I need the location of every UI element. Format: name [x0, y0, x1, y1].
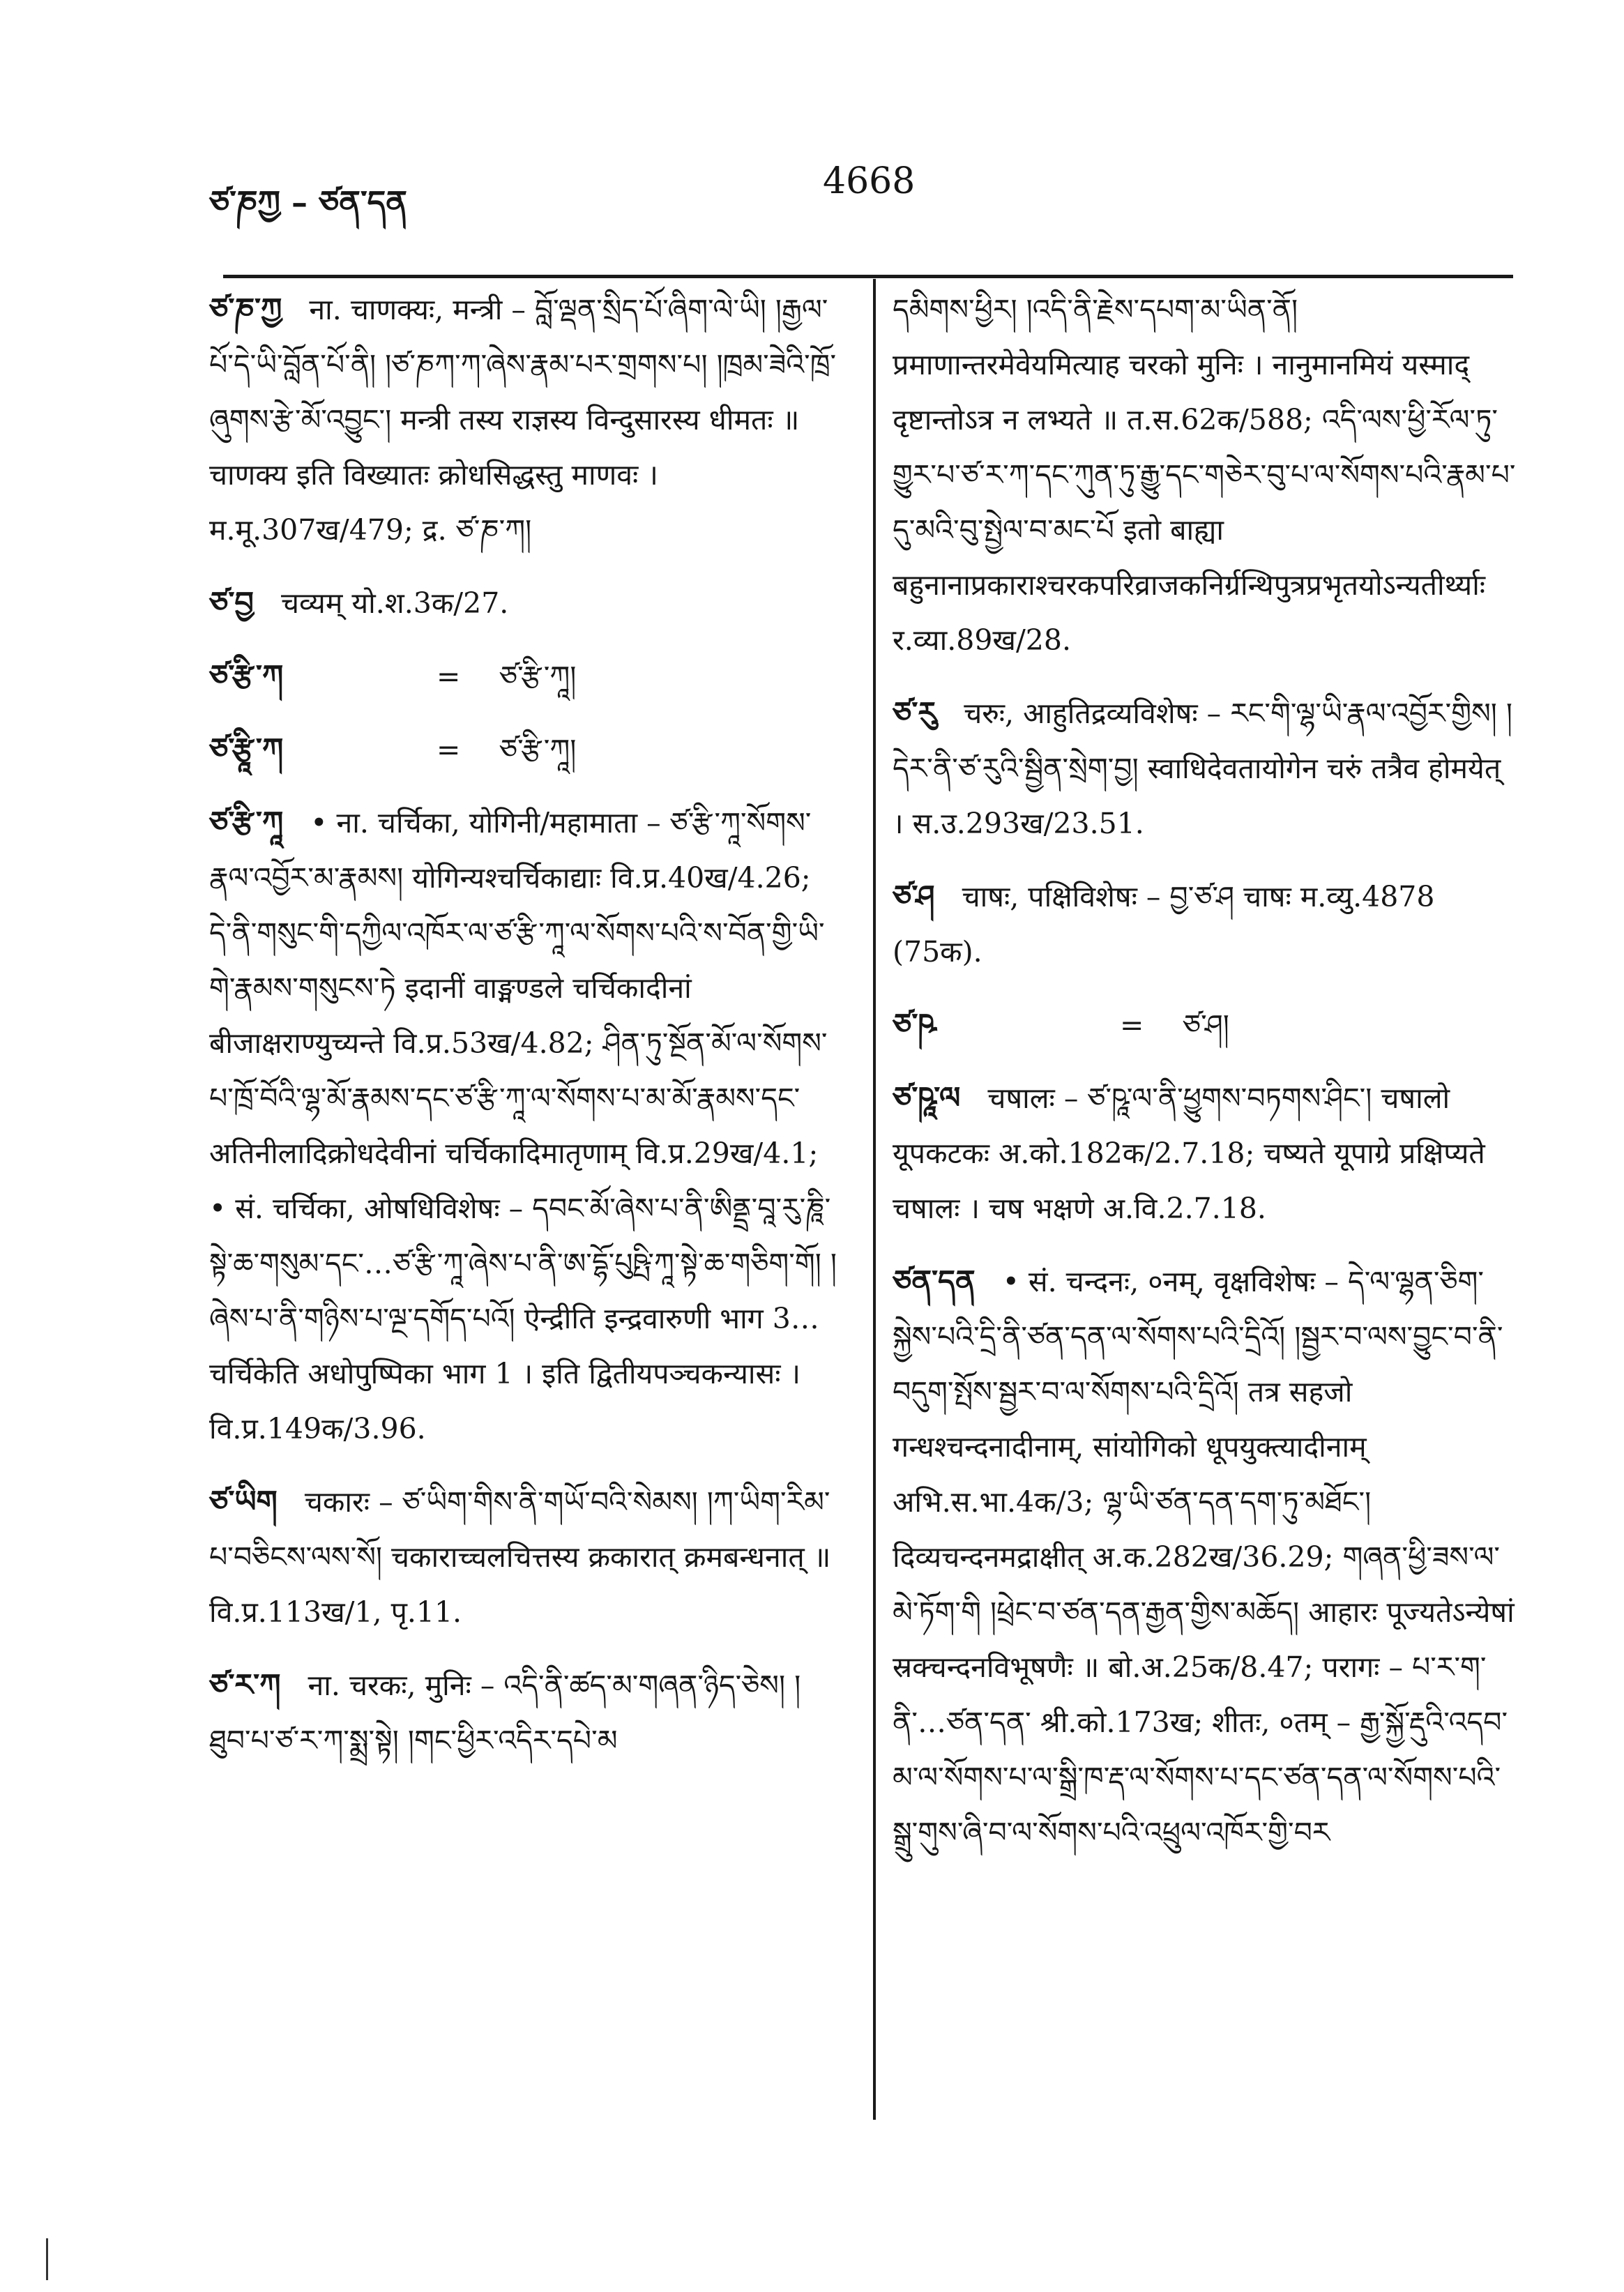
- entry-text: चव्यम् यो.श.3क/27.: [281, 586, 509, 620]
- equals-sign: =: [437, 660, 461, 693]
- equals-sign: =: [1120, 1008, 1144, 1042]
- entry-headword: ཙ་ཎ་ཀྱ: [209, 292, 282, 327]
- entry-headword: ཙ་ཡིག: [209, 1485, 278, 1519]
- dictionary-entry: [209, 1475, 837, 1640]
- dictionary-entry: [209, 576, 837, 631]
- dictionary-entry: [893, 1254, 1520, 1860]
- header-rule: [223, 275, 1513, 278]
- entry-target: ཙ་རྩི་ཀཱ།: [499, 660, 577, 693]
- entry-text: ना. चाणक्यः, मन्त्री – བློ་ལྡན་སྲིད་པོ་ཞིག་ལེ་ཡི། །རྒྱལ་པོ་དེ་ཡི་བློན་པོ་ནི། །ཙ་ཎཀ་ཀ་ཞེས་རྣམ་པར་གྲགས་པ། །ཁྲམ་ཟེའི་ཁྲོ་ཞུགས་རྩེ་མོ་འབྱུང་། मन्त्री तस्य राज्ञस्य विन्दुसारस्य धीमतः ॥ चाणक्य इति विख्यातः क्रोधसिद्धस्तु माणवः । म.मू.307ख/479; द्र. ཙ་ཎ་ཀ།: [209, 293, 837, 547]
- cross-reference-entry: [893, 998, 1520, 1053]
- entry-headword: ཙ་ཥཱ་ལ: [893, 1081, 961, 1116]
- entry-text: चषालः – ཙ་ཥཱ་ལ་ནི་ཕྱུགས་བཏགས་ཤིང་། चषालो यूपकटकः अ.को.182क/2.7.18; चष्यते यूपाग्रे प्रक्षिप्यते चषालः । चष भक्षणे अ.वि.2.7.18.: [893, 1082, 1485, 1225]
- entry-headword: ཙན་དན: [893, 1264, 976, 1299]
- entry-text: चाषः, पक्षिविशेषः – བྱ་ཙ་ཤ चाषः म.व्यु.4878 (75क).: [893, 880, 1435, 969]
- entry-headword: ཙ་རུ: [893, 696, 937, 731]
- equals-sign: =: [437, 733, 461, 766]
- entry-text: • सं. चन्दनः, ०नम्, वृक्षविशेषः – དེ་ལ་ལྷན་ཅིག་སྐྱེས་པའི་དྲི་ནི་ཙན་དན་ལ་སོགས་པའི་དྲིའོ། །སྦྱར་བ་ལས་བྱུང་བ་ནི་བདུག་སྤོས་སྦྱར་བ་ལ་སོགས་པའི་དྲིའོ། तत्र सहजो गन्धश्चन्दनादीनाम्, सांयोगिको धूपयुक्त्यादीनाम् अभि.स.भा.4क/3; ལྷ་ཡི་ཙན་དན་དག་ཏུ་མཐོང་། दिव्यचन्दनमद्राक्षीत् अ.क.282ख/36.29; གཞན་ཕྱི་ཟས་ལ་མེ་ཏོག་གི །ཕྲེང་བ་ཙན་དན་རྒྱན་གྱིས་མཆོད། आहारः पूज्यतेऽन्येषां स्रक्चन्दनविभूषणैः ॥ बो.अ.25क/8.47; परागः – པ་ར་ག་ནི་…ཙན་དན་ श्री.को.173ख; शीतः, ०तम् – རྒྱ་སྐྱོ་རྡུའི་འདབ་མ་ལ་སོགས་པ་ལ་སྒྲི་ཁ་རྡ་ལ་སོགས་པ་དང་ཙན་དན་ལ་སོགས་པའི་སྒྲུ་གུས་ཞི་བ་ལ་སོགས་པའི་འཕྲུལ་འཁོར་གྱི་བར: [893, 1265, 1515, 1849]
- entry-target: ཙ་རྩི་ཀཱ།: [499, 733, 577, 766]
- entry-text: • ना. चर्चिका, योगिनी/महामाता – ཙ་རྩི་ཀཱ་སོགས་རྣལ་འབྱོར་མ་རྣམས། योगिन्यश्चर्चिकाद्याः वि.प्र.40ख/4.26; དེ་ནི་གསུང་གི་དཀྱིལ་འཁོར་ལ་ཙ་རྩི་ཀཱ་ལ་སོགས་པའི་ས་བོན་གྱི་ཡི་གེ་རྣམས་གསུངས་ཏེ इदानीं वाङ्मण्डले चर्चिकादीनां बीजाक्षराण्युच्यन्ते वि.प्र.53ख/4.82; ཤིན་ཏུ་སྔོན་མོ་ལ་སོགས་པ་ཁྲོ་བོའི་ལྷ་མོ་རྣམས་དང་ཙ་རྩི་ཀཱ་ལ་སོགས་པ་མ་མོ་རྣམས་དང་ अतिनीलादिक्रोधदेवीनां चर्चिकादिमातृणाम् वि.प्र.29ख/4.1; • सं. चर्चिका, ओषधिविशेषः – དབང་མོ་ཞེས་པ་ནི་ཨིནྡྲ་བཱ་རུ་ཎཱི་སྟེ་ཆ་གསུམ་དང་…ཙ་རྩི་ཀཱ་ཞེས་པ་ནི་ཨ་དྷོ་པུཥྤི་ཀཱ་སྟེ་ཆ་གཅིག་གོ། །ཞེས་པ་ནི་གཉིས་པ་ལྔ་དགོད་པའོ། ऐन्द्रीति इन्द्रवारुणी भाग 3…चर्चिकेति अधोपुष्पिका भाग 1 । इति द्वितीयपञ्चकन्यासः । वि.प्र.149क/3.96.: [209, 806, 837, 1445]
- entry-target: ཙ་ཤ།: [1183, 1008, 1229, 1042]
- entry-headword: ཙ་རྩི་ཀ: [209, 659, 284, 694]
- left-column: [209, 282, 837, 1786]
- entry-text: དམིགས་ཕྱིར། །འདི་ནི་རྗེས་དཔག་མ་ཡིན་ནོ། प्रमाणान्तरमेवेयमित्याह चरको मुनिः । नानुमानमियं यस्माद् दृष्टान्तोऽत्र न लभ्यते ॥ त.स.62क/588; འདི་ལས་ཕྱི་རོལ་ཏུ་གྱུར་པ་ཙ་ར་ཀ་དང་ཀུན་ཏུ་རྒྱུ་དང་གཅེར་བུ་པ་ལ་སོགས་པའི་རྣམ་པ་དུ་མའི་བུ་སྤྱེལ་བ་མང་པོ इतो बाह्या बहुनानाप्रकाराश्चरकपरिव्राजकनिर्ग्रन्थिपुत्रप्रभृतयोऽन्यतीर्थ्याः र.व्या.89ख/28.: [893, 293, 1516, 657]
- entry-headword: ཙ་ཤ: [893, 879, 935, 914]
- page-number: 4668: [823, 160, 916, 202]
- dictionary-entry: [893, 1071, 1520, 1236]
- cross-reference-entry: [209, 722, 837, 777]
- right-column: [893, 282, 1520, 1879]
- scan-mark: [46, 2238, 48, 2280]
- dictionary-entry: [893, 870, 1520, 980]
- column-divider: [873, 279, 876, 2120]
- running-head: ཙ་ཎཀྱ – ཙན་དན: [209, 183, 407, 221]
- entry-headword: ཙ་རྩཱི་ཀ: [209, 732, 284, 767]
- entry-headword: ཙ་ཥ: [893, 1008, 936, 1042]
- dictionary-entry: [209, 282, 837, 558]
- entry-headword: ཙ་རྩི་ཀཱ: [209, 805, 284, 840]
- entry-text: चरुः, आहुतिद्रव्यविशेषः – རང་གི་ལྷ་ཡི་རྣལ་འབྱོར་གྱིས། །དེར་ནི་ཙ་རུའི་སྦྱིན་སྲེག་བྱ། स्वाधिदेवतायोगेन चरुं तत्रैव होमयेत् । स.उ.293ख/23.51.: [893, 697, 1512, 840]
- entry-headword: ཙ་ར་ཀ: [209, 1668, 281, 1703]
- dictionary-entry: [893, 686, 1520, 851]
- page-header: [0, 160, 1624, 223]
- entry-text: चकारः – ཙ་ཡིག་གིས་ནི་གཡོ་བའི་སེམས། །ཀ་ཡིག་རིམ་པ་བཅིངས་ལས་སོ། चकाराच्चलचित्तस्य क्रकारात् क्रमबन्धनात् ॥ वि.प्र.113ख/1, पृ.11.: [209, 1485, 831, 1629]
- cross-reference-entry: [209, 649, 837, 704]
- entry-continuation: [893, 282, 1520, 668]
- entry-text: ना. चरकः, मुनिः – འདི་ནི་ཚད་མ་གཞན་ཉིད་ཅེས། །ཐུབ་པ་ཙ་ར་ཀ་སྨྲ་སྟེ། །གང་ཕྱིར་འདིར་དཔེ་མ: [209, 1669, 801, 1757]
- dictionary-entry: [209, 796, 837, 1457]
- entry-headword: ཙ་བྱ: [209, 586, 254, 621]
- dictionary-entry: [209, 1658, 837, 1768]
